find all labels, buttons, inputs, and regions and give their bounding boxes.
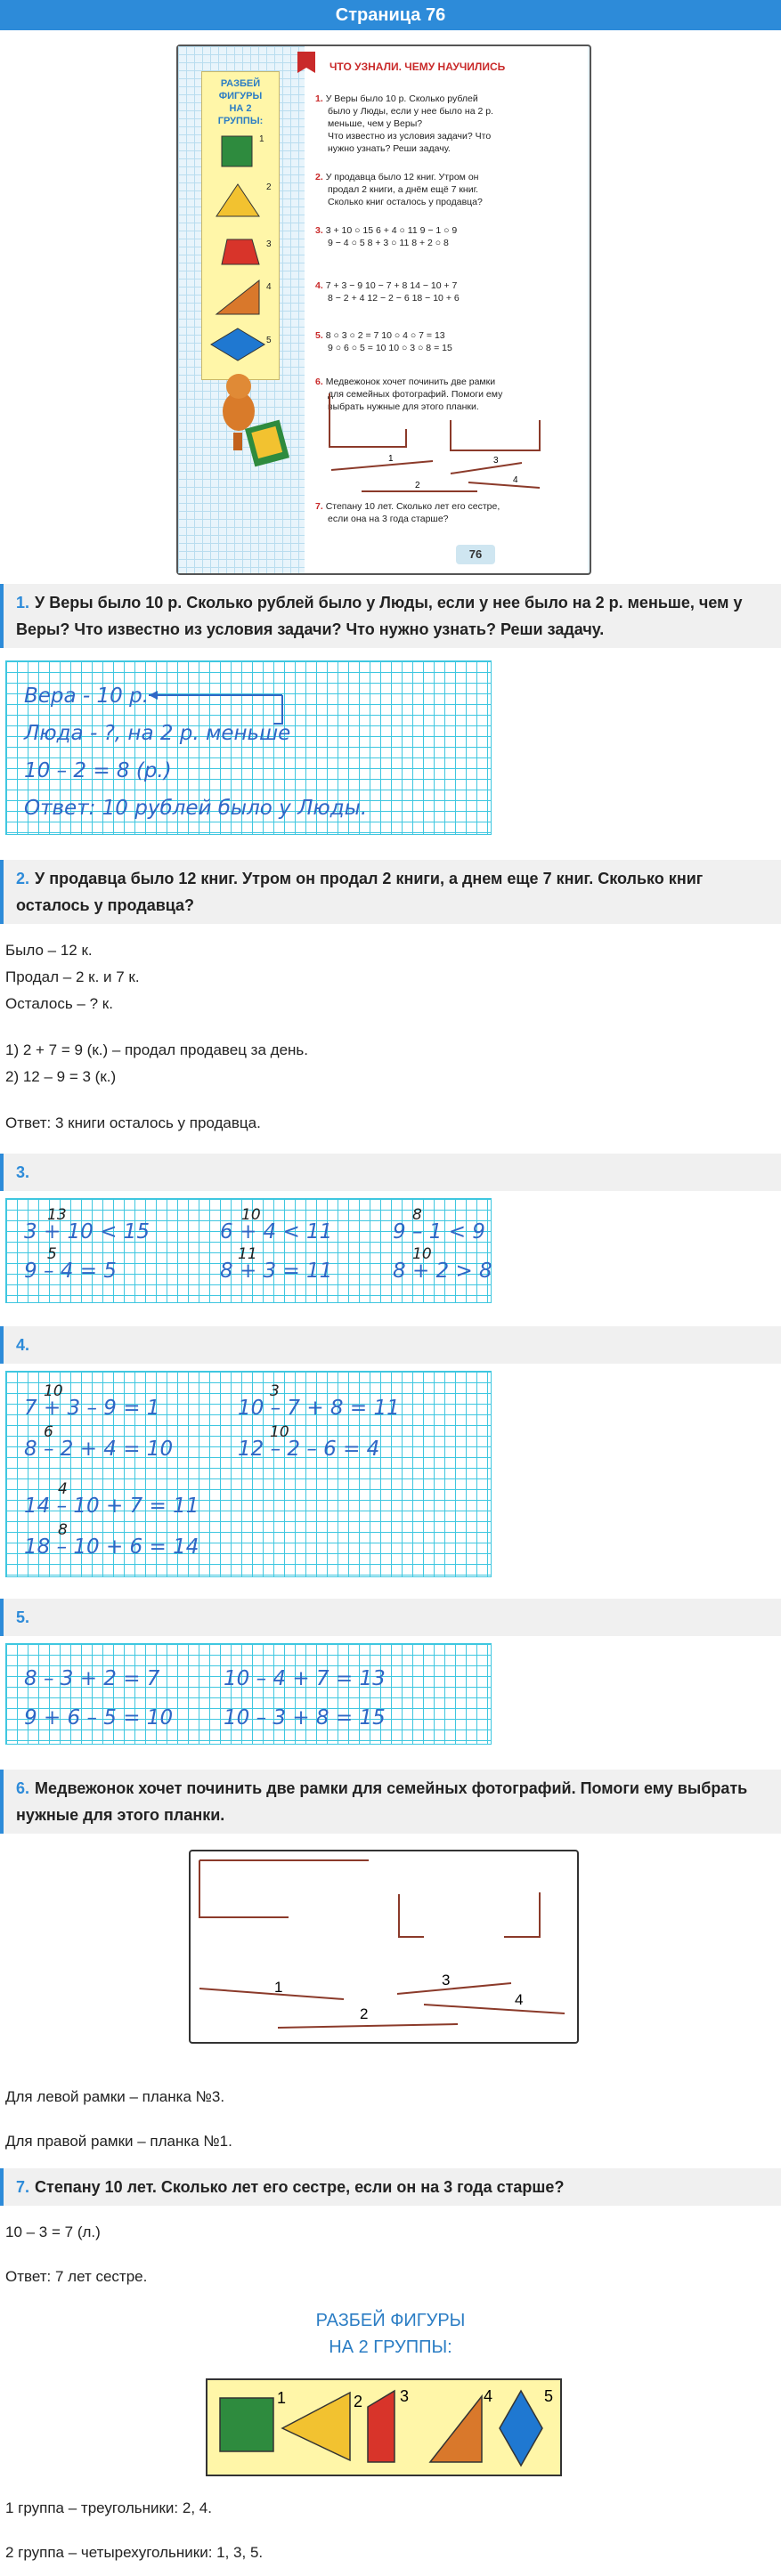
plank-1 bbox=[199, 1989, 344, 1999]
handwritten-expression: 7 + 3 – 9 = 1 bbox=[24, 1397, 160, 1420]
triangle-shape bbox=[216, 184, 259, 216]
shape-number: 3 bbox=[400, 2387, 410, 2405]
triangle-shape bbox=[282, 2393, 350, 2460]
text-line: Для левой рамки – планка №3. bbox=[5, 2088, 225, 2105]
panel-title-line: РАЗБЕЙ bbox=[220, 78, 261, 89]
task-text: У Веры было 10 р. Сколько рублей было у Люды, если у нее было на 2 р. меньше, чем у Веры? Что известно из условия задачи? Что нужно узнать? Реши задачу. bbox=[16, 594, 743, 638]
text-line: Осталось – ? к. bbox=[5, 995, 113, 1012]
plank-3 bbox=[397, 1983, 511, 1994]
task-5-solution-grid bbox=[5, 1643, 492, 1745]
plank-label: 2 bbox=[415, 481, 420, 490]
text-line: 10 – 3 = 7 (л.) bbox=[5, 2224, 101, 2240]
plank-label: 3 bbox=[493, 456, 499, 466]
textbook-task-line bbox=[315, 513, 500, 525]
written-result: 10 bbox=[44, 1382, 63, 1400]
textbook-task-number: 1. bbox=[315, 93, 323, 104]
textbook-task-text: У Веры было 10 р. Сколько рублей bbox=[325, 93, 478, 104]
task-4-solution-grid bbox=[5, 1371, 492, 1577]
textbook-left-margin bbox=[178, 46, 305, 573]
textbook-task-text: 7 + 3 − 9 10 − 7 + 8 14 − 10 + 7 bbox=[325, 280, 458, 291]
square-shape bbox=[220, 2398, 273, 2451]
textbook-task-text: 9 − 4 ○ 5 8 + 3 ○ 11 8 + 2 ○ 8 bbox=[328, 238, 449, 248]
written-result: 10 bbox=[270, 1423, 289, 1441]
textbook-task-number: 3. bbox=[315, 225, 323, 236]
textbook-task-text: 8 − 2 + 4 12 − 2 − 6 18 − 10 + 6 bbox=[328, 293, 460, 304]
textbook-task-number: 5. bbox=[315, 330, 323, 341]
panel-title-line: ФИГУРЫ bbox=[218, 91, 263, 101]
textbook-task-line bbox=[315, 93, 493, 105]
textbook-frames-figure bbox=[326, 385, 557, 500]
shapes-panel bbox=[206, 2378, 562, 2476]
task-1-header bbox=[0, 584, 781, 648]
handwritten-comparison: 3 + 10 < 15 bbox=[24, 1220, 150, 1243]
task-text: Степану 10 лет. Сколько лет его сестре, если он на 3 года старше? bbox=[35, 2178, 565, 2196]
task-number: 3. bbox=[16, 1163, 30, 1181]
text-line: 1 группа – треугольники: 2, 4. bbox=[5, 2499, 212, 2516]
handwritten-line: Вера - 10 р. bbox=[24, 685, 150, 708]
handwritten-expression: 9 + 6 – 5 = 10 bbox=[24, 1706, 174, 1729]
task-number: 2. bbox=[16, 870, 30, 887]
task-number: 1. bbox=[16, 594, 30, 612]
textbook-task-line bbox=[315, 237, 457, 249]
text-line: 2 группа – четырехугольники: 1, 3, 5. bbox=[5, 2544, 264, 2561]
textbook-task-number: 4. bbox=[315, 280, 323, 291]
panel-title-line: НА 2 bbox=[229, 103, 252, 114]
task-number: 6. bbox=[16, 1779, 30, 1797]
textbook-task-number: 7. bbox=[315, 501, 323, 512]
shapes-title-line: РАЗБЕЙ ФИГУРЫ bbox=[315, 2311, 466, 2330]
task-7-header bbox=[0, 2168, 781, 2206]
handwritten-line: Люда - ?, на 2 р. меньше bbox=[24, 722, 291, 745]
plank-label: 1 bbox=[388, 454, 394, 464]
panel-title-line: ГРУППЫ: bbox=[217, 116, 264, 126]
textbook-task-line bbox=[315, 105, 493, 117]
plank-label: 3 bbox=[442, 1972, 451, 1989]
trapezoid-shape bbox=[368, 2391, 395, 2462]
textbook-task-text: У продавца было 12 книг. Утром он bbox=[325, 172, 479, 182]
textbook-task bbox=[315, 329, 452, 354]
written-result: 11 bbox=[238, 1245, 257, 1263]
textbook-task-text: 9 ○ 6 ○ 5 = 10 10 ○ 3 ○ 8 = 15 bbox=[328, 343, 452, 353]
task-number: 4. bbox=[16, 1336, 30, 1354]
handwritten-line: 10 – 2 = 8 (р.) bbox=[24, 759, 172, 782]
handwritten-line: Ответ: 10 рублей было у Люды. bbox=[24, 797, 368, 820]
right-triangle-shape bbox=[430, 2396, 482, 2462]
textbook-task-number: 2. bbox=[315, 172, 323, 182]
text-line: 1) 2 + 7 = 9 (к.) – продал продавец за день. bbox=[5, 1041, 308, 1058]
task-text: У продавца было 12 книг. Утром он продал 2 книги, а днем еще 7 книг. Сколько книг осталось у продавца? bbox=[16, 870, 704, 914]
task-2-header bbox=[0, 860, 781, 924]
text-line: Ответ: 3 книги осталось у продавца. bbox=[5, 1114, 261, 1131]
text-line: Для правой рамки – планка №1. bbox=[5, 2133, 232, 2150]
textbook-task-text: 8 ○ 3 ○ 2 = 7 10 ○ 4 ○ 7 = 13 bbox=[325, 330, 445, 341]
plank-label: 4 bbox=[515, 1991, 524, 2008]
frames-planks-diagram bbox=[191, 1851, 577, 2042]
handwritten-expression: 12 – 2 – 6 = 4 bbox=[238, 1438, 380, 1461]
shapes-title-line: НА 2 ГРУППЫ: bbox=[329, 2337, 452, 2357]
textbook-task-line bbox=[315, 130, 493, 142]
textbook-task-line bbox=[315, 183, 483, 196]
textbook-task-text: меньше, чем у Веры? bbox=[328, 118, 423, 129]
textbook-task-line bbox=[315, 329, 452, 342]
section-bookmark-icon bbox=[294, 50, 321, 77]
task-3-header bbox=[0, 1154, 781, 1191]
trapezoid-shape bbox=[222, 239, 259, 264]
textbook-task-text: продал 2 книги, а днём ещё 7 книг. bbox=[328, 184, 479, 195]
handwritten-expression: 18 – 10 + 6 = 14 bbox=[24, 1535, 199, 1559]
shape-number: 5 bbox=[544, 2387, 554, 2405]
textbook-section-title: ЧТО УЗНАЛИ. ЧЕМУ НАУЧИЛИСЬ bbox=[329, 61, 506, 73]
textbook-task-line bbox=[315, 171, 483, 183]
textbook-task-text: выбрать нужные для этого планки. bbox=[328, 401, 479, 412]
handwritten-expression: 10 – 7 + 8 = 11 bbox=[238, 1397, 400, 1420]
rhombus-shape bbox=[211, 328, 264, 360]
shape-number: 4 bbox=[266, 282, 272, 292]
written-result: 5 bbox=[47, 1245, 57, 1263]
handwritten-comparison: 8 + 2 > 8 bbox=[393, 1260, 492, 1283]
shape-number: 4 bbox=[484, 2387, 493, 2405]
rhombus-shape bbox=[500, 2391, 542, 2466]
textbook-task-number: 6. bbox=[315, 377, 323, 387]
textbook-task-text: Степану 10 лет. Сколько лет его сестре, bbox=[325, 501, 500, 512]
textbook-task-text: если она на 3 года старше? bbox=[328, 514, 449, 524]
written-result: 8 bbox=[58, 1521, 68, 1539]
textbook-task-text: Сколько книг осталось у продавца? bbox=[328, 197, 483, 207]
task-1-solution-grid bbox=[5, 660, 492, 835]
textbook-task bbox=[315, 171, 483, 208]
text-line: 2) 12 – 9 = 3 (к.) bbox=[5, 1068, 117, 1085]
written-result: 13 bbox=[47, 1206, 67, 1224]
shape-number: 3 bbox=[266, 239, 272, 249]
textbook-task-line bbox=[315, 196, 483, 208]
textbook-task bbox=[315, 93, 493, 155]
textbook-page-number: 76 bbox=[456, 545, 495, 564]
task-3-solution-grid bbox=[5, 1198, 492, 1303]
textbook-task-line bbox=[315, 224, 457, 237]
handwritten-comparison: 9 – 1 < 9 bbox=[393, 1220, 485, 1243]
shapes-figure bbox=[207, 2380, 560, 2475]
task-5-header bbox=[0, 1599, 781, 1636]
shape-number: 2 bbox=[266, 182, 272, 192]
textbook-task bbox=[315, 279, 460, 304]
bracket-arrow-icon bbox=[149, 688, 291, 733]
page-title-banner: Страница 76 bbox=[0, 0, 781, 30]
task-number: 7. bbox=[16, 2178, 30, 2196]
written-result: 8 bbox=[412, 1206, 422, 1224]
handwritten-comparison: 6 + 4 < 11 bbox=[220, 1220, 333, 1243]
text-line: Было – 12 к. bbox=[5, 942, 93, 959]
shapes-panel bbox=[201, 71, 280, 380]
textbook-task-text: Медвежонок хочет починить две рамки bbox=[325, 377, 496, 387]
textbook-task bbox=[315, 224, 457, 249]
written-result: 10 bbox=[241, 1206, 261, 1224]
textbook-task-line bbox=[315, 292, 460, 304]
handwritten-expression: 10 – 4 + 7 = 13 bbox=[224, 1667, 386, 1690]
shape-number: 1 bbox=[259, 134, 264, 144]
plank-label: 4 bbox=[513, 475, 518, 485]
plank-label: 2 bbox=[360, 2005, 369, 2022]
textbook-task-line bbox=[315, 279, 460, 292]
handwritten-expression: 14 – 10 + 7 = 11 bbox=[24, 1495, 199, 1518]
textbook-task bbox=[315, 500, 500, 525]
shape-number: 1 bbox=[277, 2389, 287, 2407]
task-number: 5. bbox=[16, 1608, 30, 1626]
plank-4 bbox=[424, 2005, 565, 2013]
bear-illustration bbox=[203, 367, 292, 474]
written-result: 3 bbox=[270, 1382, 280, 1400]
textbook-task-line bbox=[315, 117, 493, 130]
textbook-task-text: 3 + 10 ○ 15 6 + 4 ○ 11 9 − 1 ○ 9 bbox=[325, 225, 458, 236]
textbook-task-line bbox=[315, 342, 452, 354]
textbook-task-text: нужно узнать? Реши задачу. bbox=[328, 143, 451, 154]
textbook-page-image bbox=[176, 45, 591, 575]
task-text: Медвежонок хочет починить две рамки для семейных фотографий. Помоги ему выбрать нужные для этого планки. bbox=[16, 1779, 748, 1824]
handwritten-expression: 8 – 3 + 2 = 7 bbox=[24, 1667, 160, 1690]
handwritten-comparison: 9 – 4 = 5 bbox=[24, 1260, 117, 1283]
right-triangle-shape bbox=[216, 280, 259, 314]
task-6-header bbox=[0, 1770, 781, 1834]
textbook-task-text: было у Люды, если у нее было на 2 р. bbox=[328, 106, 493, 117]
shape-number: 5 bbox=[266, 336, 272, 345]
textbook-tasks bbox=[305, 46, 588, 573]
task-4-header bbox=[0, 1326, 781, 1364]
plank-2 bbox=[278, 2024, 458, 2028]
square-shape bbox=[222, 136, 252, 166]
text-line: Ответ: 7 лет сестре. bbox=[5, 2268, 148, 2285]
shape-number: 2 bbox=[354, 2393, 363, 2410]
handwritten-expression: 8 – 2 + 4 = 10 bbox=[24, 1438, 174, 1461]
text-line: Продал – 2 к. и 7 к. bbox=[5, 968, 140, 985]
written-result: 4 bbox=[58, 1480, 68, 1498]
textbook-task-text: для семейных фотографий. Помоги ему bbox=[328, 389, 503, 400]
textbook-task-line bbox=[315, 500, 500, 513]
handwritten-expression: 10 – 3 + 8 = 15 bbox=[224, 1706, 386, 1729]
plank-label: 1 bbox=[274, 1979, 283, 1996]
textbook-task-text: Что известно из условия задачи? Что bbox=[328, 131, 492, 142]
frames-figure bbox=[189, 1850, 579, 2044]
handwritten-comparison: 8 + 3 = 11 bbox=[220, 1260, 333, 1283]
written-result: 10 bbox=[412, 1245, 432, 1263]
textbook-task-line bbox=[315, 142, 493, 155]
written-result: 6 bbox=[44, 1423, 53, 1441]
